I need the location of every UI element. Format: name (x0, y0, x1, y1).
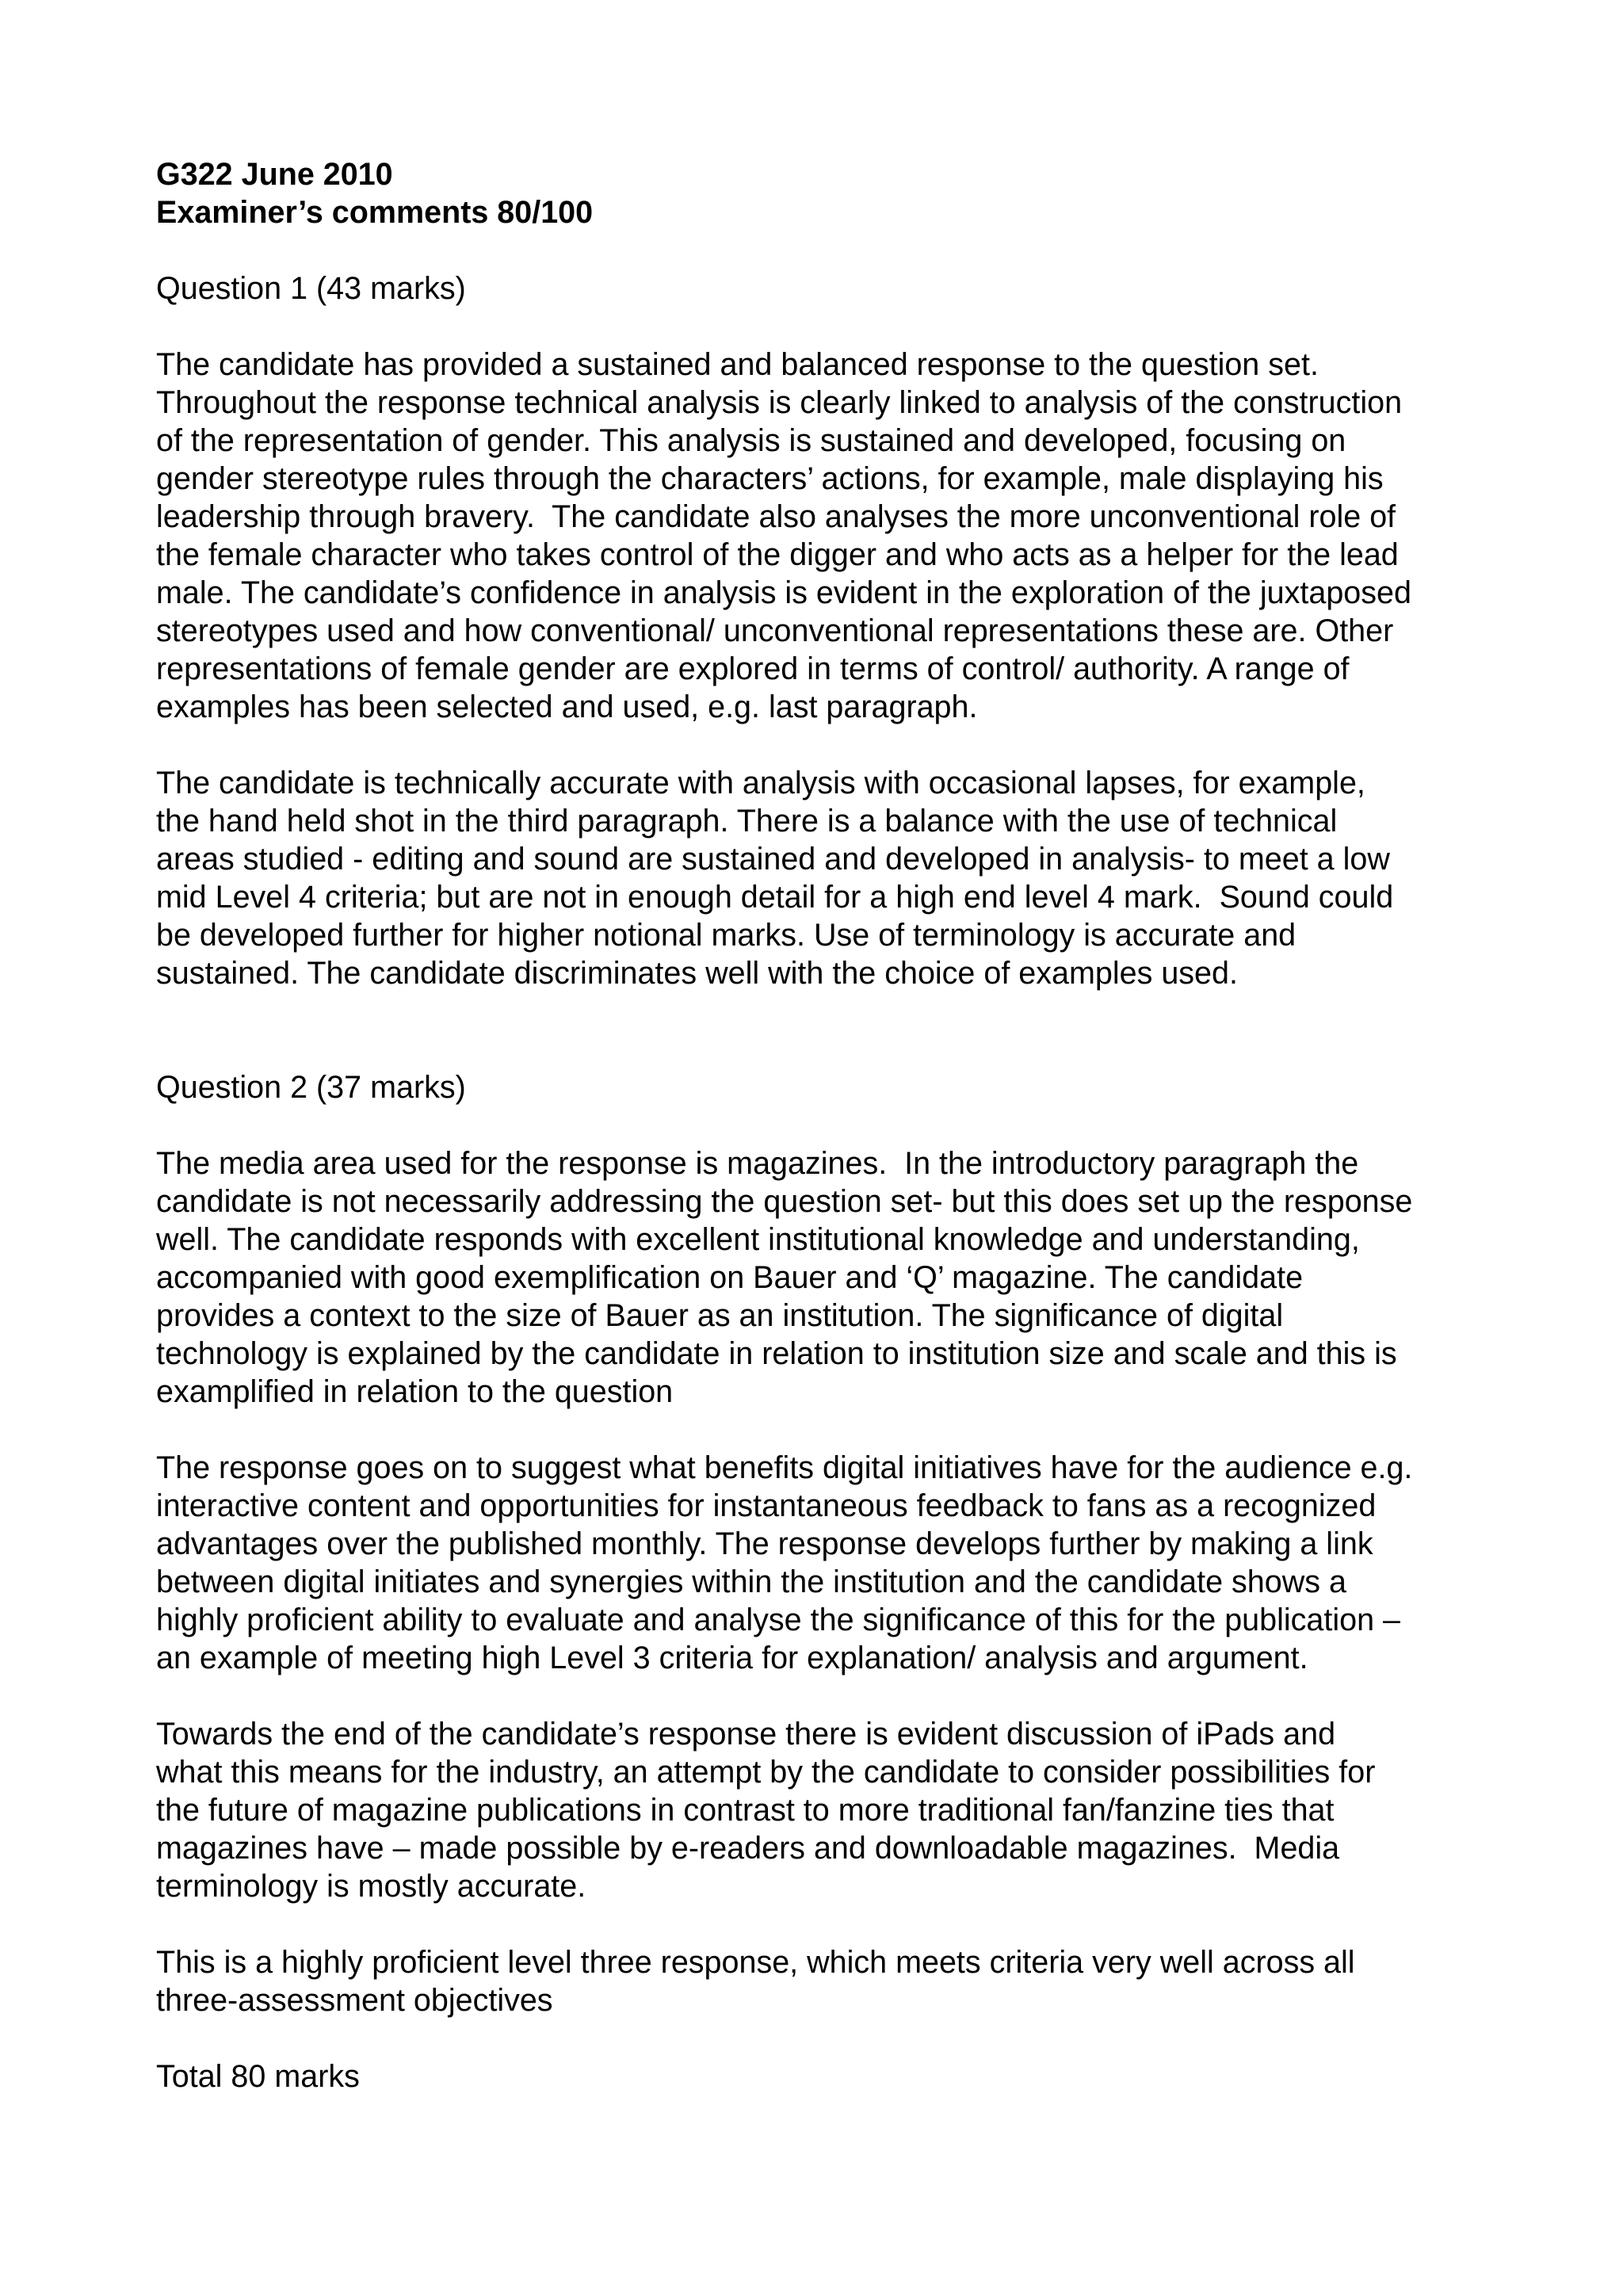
text-line: provides a context to the size of Bauer as an institution. The significance of digital (156, 1298, 1284, 1333)
text-line: of the representation of gender. This analysis is sustained and developed, focusing on (156, 423, 1346, 458)
text-line: well. The candidate responds with excellent institutional knowledge and understanding, (156, 1222, 1360, 1257)
text-line: sustained. The candidate discriminates well with the choice of examples used. (156, 956, 1238, 991)
text-line: This is a highly proficient level three response, which meets criteria very well across all (156, 1945, 1355, 1980)
text-line: the hand held shot in the third paragraph. There is a balance with the use of technical (156, 804, 1338, 839)
text-line: male. The candidate’s confidence in analysis is evident in the exploration of the juxtaposed (156, 575, 1411, 610)
text-line: the future of magazine publications in contrast to more traditional fan/fanzine ties that (156, 1793, 1335, 1828)
document-page (156, 155, 1519, 2095)
text-line: terminology is mostly accurate. (156, 1869, 586, 1904)
text-line: areas studied - editing and sound are sustained and developed in analysis- to meet a low (156, 842, 1390, 877)
text-line: gender stereotype rules through the characters’ actions, for example, male displaying his (156, 461, 1384, 496)
text-line: technology is explained by the candidate in relation to institution size and scale and this is (156, 1336, 1397, 1371)
q1-heading: Question 1 (43 marks) (156, 271, 466, 306)
text-line: mid Level 4 criteria; but are not in enough detail for a high end level 4 mark. Sound could (156, 880, 1394, 915)
doc-title: G322 June 2010 (156, 157, 393, 192)
text-line: be developed further for higher notional marks. Use of terminology is accurate and (156, 918, 1296, 953)
text-line: advantages over the published monthly. The response develops further by making a link (156, 1526, 1373, 1561)
text-line: magazines have – made possible by e-readers and downloadable magazines. Media (156, 1831, 1340, 1866)
text-line: The candidate is technically accurate with analysis with occasional lapses, for example, (156, 766, 1365, 800)
q2-paragraph-3 (156, 1715, 1519, 1905)
text-line: examples has been selected and used, e.g. last paragraph. (156, 690, 978, 724)
text-line: stereotypes used and how conventional/ unconventional representations these are. Other (156, 613, 1394, 648)
text-line: Towards the end of the candidate’s response there is evident discussion of iPads and (156, 1717, 1336, 1752)
text-line: candidate is not necessarily addressing the question set- but this does set up the response (156, 1184, 1413, 1219)
q1-paragraph-2 (156, 764, 1519, 992)
text-line: representations of female gender are explored in terms of control/ authority. A range of (156, 651, 1350, 686)
text-line: Throughout the response technical analysis is clearly linked to analysis of the construction (156, 385, 1403, 420)
text-line: The candidate has provided a sustained and balanced response to the question set. (156, 347, 1319, 382)
q2-paragraph-4 (156, 1943, 1519, 2019)
q2-paragraph-2 (156, 1449, 1519, 1677)
doc-subtitle: Examiner’s comments 80/100 (156, 195, 594, 230)
q2-heading: Question 2 (37 marks) (156, 1070, 466, 1105)
text-line: examplified in relation to the question (156, 1374, 674, 1409)
total-marks: Total 80 marks (156, 2059, 360, 2094)
text-line: highly proficient ability to evaluate and analyse the significance of this for the publication – (156, 1603, 1400, 1637)
text-line: accompanied with good exemplification on Bauer and ‘Q’ magazine. The candidate (156, 1260, 1304, 1295)
text-line: what this means for the industry, an attempt by the candidate to consider possibilities for (156, 1755, 1376, 1790)
q1-paragraph-1 (156, 346, 1519, 726)
text-line: three-assessment objectives (156, 1983, 553, 2018)
text-line: leadership through bravery. The candidate also analyses the more unconventional role of (156, 499, 1396, 534)
text-line: between digital initiates and synergies within the institution and the candidate shows a (156, 1564, 1346, 1599)
q2-paragraph-1 (156, 1144, 1519, 1411)
text-line: an example of meeting high Level 3 criteria for explanation/ analysis and argument. (156, 1641, 1308, 1675)
text-line: The response goes on to suggest what benefits digital initiatives have for the audience e.g. (156, 1450, 1413, 1485)
text-line: interactive content and opportunities for instantaneous feedback to fans as a recognized (156, 1488, 1377, 1523)
text-line: The media area used for the response is magazines. In the introductory paragraph the (156, 1146, 1359, 1181)
text-line: the female character who takes control of the digger and who acts as a helper for the lead (156, 537, 1399, 572)
